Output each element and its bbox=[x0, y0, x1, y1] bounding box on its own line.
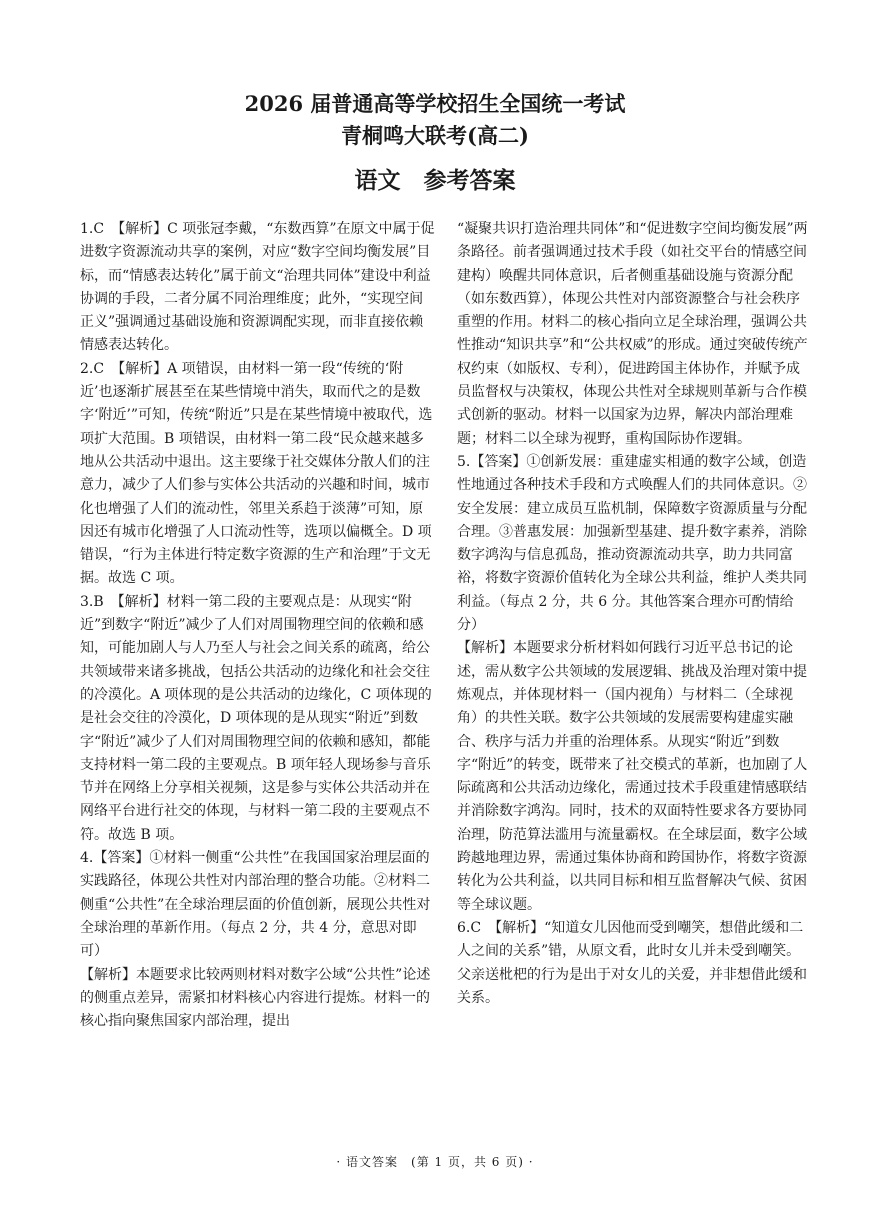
page-footer: · 语文答案 (第 1 页，共 6 页) · bbox=[336, 1155, 534, 1169]
answer-q1: 1.C 【解析】C 项张冠李戴，“东数西算”在原文中属于促进数字资源流动共享的案例，对应“数字空间均衡发展”目标，而“情感表达转化”属于前文“治理共同体”建设中利益协调的手段，二者分属不同治理维度；此外，“实现空间正义”强调通过基础设施和资源调配实现，而非直接依赖情感表达转化。 bbox=[80, 221, 435, 354]
exam-subtitle: 青桐鸣大联考(高二) bbox=[341, 123, 529, 148]
left-column bbox=[80, 218, 435, 1033]
analysis-q4-cont: “凝聚共识打造治理共同体”和“促进数字空间均衡发展”两条路径。前者强调通过技术手段（如社交平台的情感空间建构）唤醒共同体意识，后者侧重基础设施与资源分配（如东数西算），体现公共性对内部资源整合与社会秩序重塑的作用。材料二的核心指向立足全球治理，强调公共性推动“知识共享”和“公共权威”的形成。通过突破传统产权约束（如版权、专利），促进跨国主体协作，并赋予成员监督权与决策权，体现公共性对全球规则革新与合作模式创新的驱动。材料一以国家为边界，解决内部治理难题；材料二以全球为视野，重构国际协作逻辑。 bbox=[457, 221, 808, 447]
exam-title: 2026 届普通高等学校招生全国统一考试 bbox=[244, 91, 626, 116]
analysis-q5: 【解析】本题要求分析材料如何践行习近平总书记的论述，需从数字公共领域的发展逻辑、挑战及治理对策中提炼观点，并体现材料一（国内视角）与材料二（全球视角）的共性关联。数字公共领域的发展需要构建虚实融合、秩序与活力并重的治理体系。从现实“附近”到数字“附近”的转变，既带来了社交模式的革新，也加剧了人际疏离和公共活动边缘化，需通过技术手段重建情感联结并消除数字鸿沟。同时，技术的双面特性要求各方要协同治理，防范算法滥用与流量霸权。在全球层面，数字公域跨越地理边界，需通过集体协商和跨国协作，将数字资源转化为公共利益，以共同目标和相互监督解决气候、贫困等全球议题。 bbox=[457, 640, 808, 913]
answer-q2: 2.C 【解析】A 项错误，由材料一第一段“传统的‘附近’也逐渐扩展甚至在某些情境中消失，取而代之的是数字‘附近’”可知，传统“附近”只是在某些情境中被取代，选项扩大范围。B 项错误，由材料一第二段“民众越来越多地从公共活动中退出。这主要缘于社交媒体分散人们的注意力，减少了人们参与实体公共活动的兴趣和时间，城市化也增强了人们的流动性，邻里关系趋于淡薄”可知，原因还有城市化增强了人口流动性等，选项以偏概全。D 项错误，“行为主体进行特定数字资源的生产和治理”于文无据。故选 C 项。 bbox=[80, 360, 433, 587]
analysis-q4: 【解析】本题要求比较两则材料对数字公域“公共性”论述的侧重点差异，需紧扣材料核心内容进行提炼。材料一的核心指向聚焦国家内部治理，提出 bbox=[80, 966, 431, 1030]
answer-q3: 3.B 【解析】材料一第二段的主要观点是：从现实“附近”到数字“附近”减少了人们对周围物理空间的依赖和感知，可能加剧人与人乃至人与社会之间关系的疏离，给公共领域带来诸多挑战，包括公共活动的边缘化和社会交往的冷漠化。A 项体现的是公共活动的边缘化，C 项体现的是社会交往的冷漠化，D 项体现的是从现实“附近”到数字“附近”减少了人们对周围物理空间的依赖和感知，都能支持材料一第二段的主要观点。B 项年轻人现场参与音乐节并在网络上分享相关视频，这是参与实体公共活动并在网络平台进行社交的体现，与材料一第二段的主要观点不符。故选 B 项。 bbox=[80, 593, 432, 843]
page-title: 语文 参考答案 bbox=[354, 167, 516, 194]
right-column bbox=[457, 218, 812, 1010]
answer-q5: 5.【答案】①创新发展：重建虚实相通的数字公域，创造性地通过各种技术手段和方式唤醒人们的共同体意识。②安全发展：建立成员互监机制，保障数字资源质量与分配合理。③普惠发展：加强新型基建、提升数字素养，消除数字鸿沟与信息孤岛，推动资源流动共享，助力共同富裕，将数字资源价值转化为全球公共利益，维护人类共同利益。（每点 2 分，共 6 分。其他答案合理亦可酌情给分） bbox=[457, 453, 807, 634]
answer-q4: 4.【答案】①材料一侧重“公共性”在我国国家治理层面的实践路径，体现公共性对内部治理的整合功能。②材料二侧重“公共性”在全球治理层面的价值创新，展现公共性对全球治理的革新作用。（每点 2 分，共 4 分，意思对即可） bbox=[80, 850, 431, 960]
answer-q6: 6.C 【解析】“知道女儿因他而受到嘲笑，想借此缓和二人之间的关系”错，从原文看，此时女儿并未受到嘲笑。父亲送枇杷的行为是出于对女儿的关爱，并非想借此缓和关系。 bbox=[457, 919, 807, 1006]
